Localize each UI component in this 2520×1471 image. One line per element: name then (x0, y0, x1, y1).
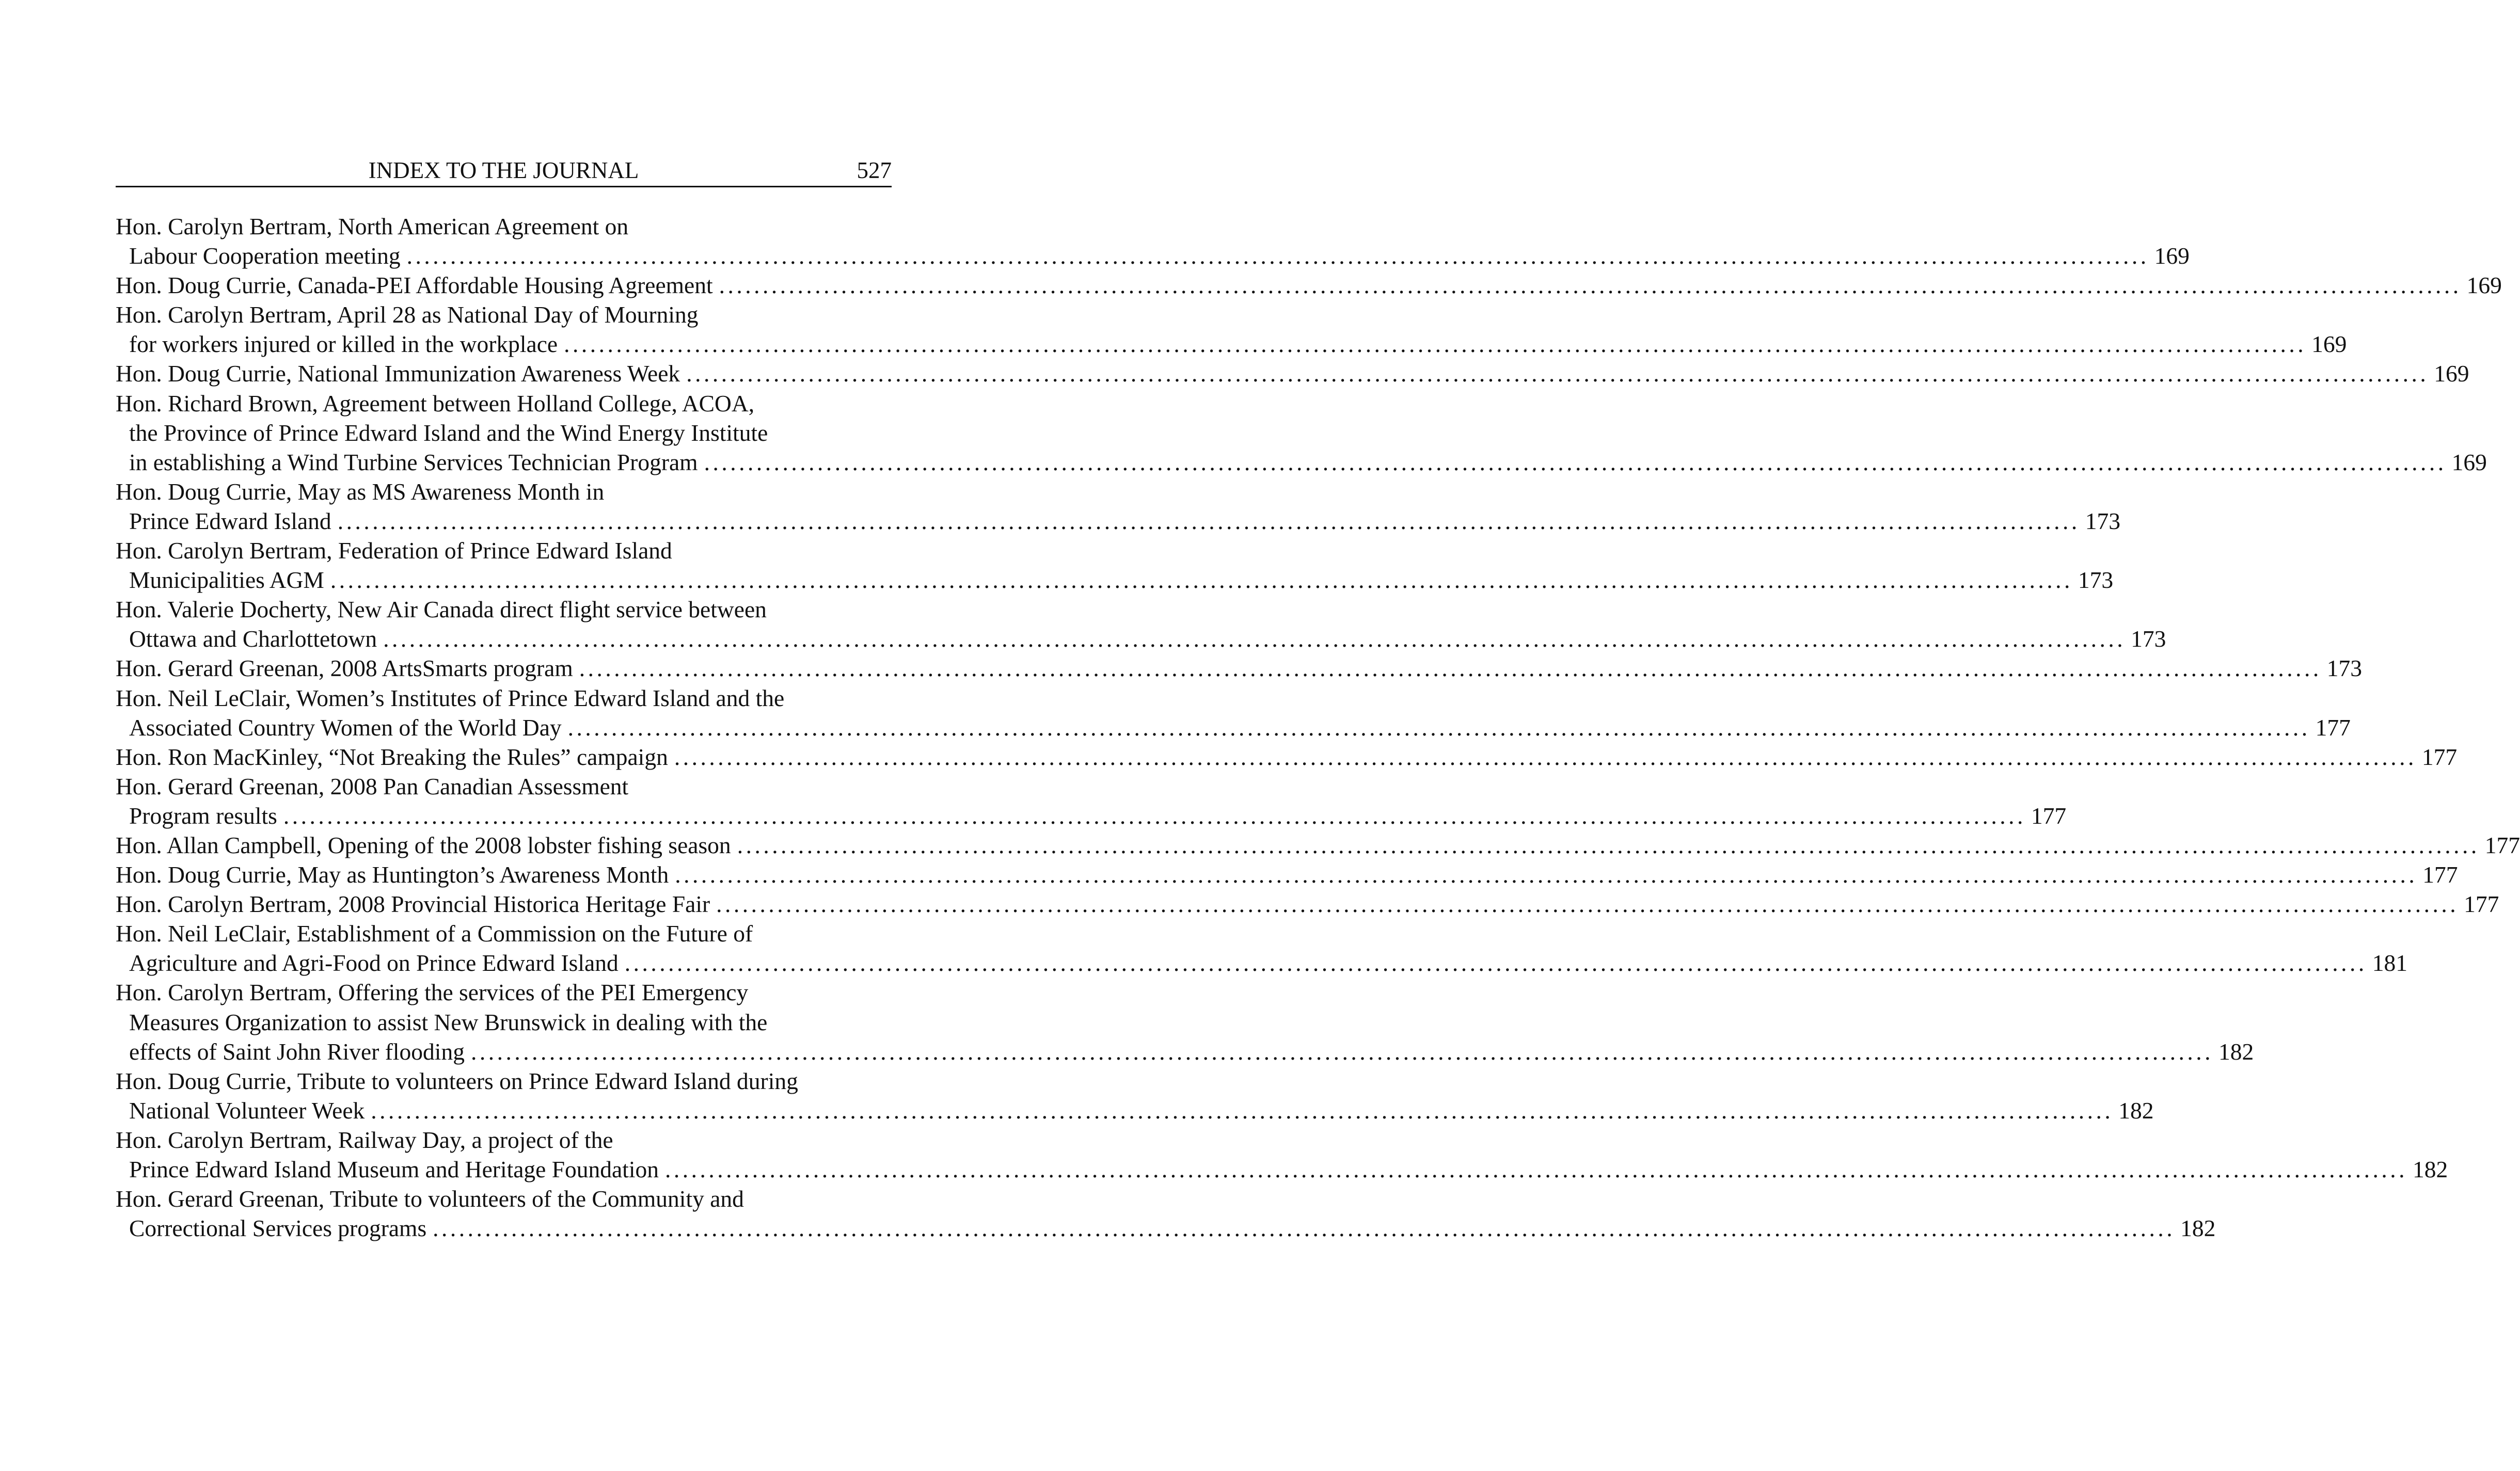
entry-line-with-page (116, 1037, 2254, 1066)
entry-text: Hon. Carolyn Bertram, Railway Day, a project of the (116, 1126, 613, 1153)
entry-text: Hon. Carolyn Bertram, April 28 as National Day of Mourning (116, 301, 699, 328)
dot-leader: ........................................................................................................................................................................................................ (674, 743, 2417, 770)
entry-page-number: 177 (2484, 832, 2520, 858)
index-entry (116, 359, 2469, 388)
entry-text: Associated Country Women of the World Day (129, 714, 562, 741)
dot-leader: ........................................................................................................................................................................................................ (371, 1097, 2114, 1124)
entry-line (116, 978, 892, 1007)
index-entry (116, 978, 2254, 1066)
entry-page-number: 173 (2131, 626, 2166, 652)
entry-text: effects of Saint John River flooding (129, 1038, 465, 1065)
entry-page-number: 169 (2154, 243, 2190, 269)
entry-text: Hon. Ron MacKinley, “Not Breaking the Rules” campaign (116, 743, 668, 770)
dot-leader: ........................................................................................................................................................................................................ (737, 832, 2480, 858)
entry-page-number: 177 (2422, 861, 2458, 888)
index-entry (116, 772, 2067, 830)
index-entry (116, 860, 2458, 889)
entry-line (116, 595, 892, 624)
dot-leader: ........................................................................................................................................................................................................ (564, 331, 2307, 358)
entry-text: Hon. Doug Currie, Tribute to volunteers on Prince Edward Island during (116, 1067, 798, 1094)
entry-text: for workers injured or killed in the workplace (129, 331, 558, 358)
entry-line (116, 772, 892, 801)
entry-line (116, 683, 892, 713)
entry-page-number: 182 (2180, 1215, 2216, 1242)
entry-text: the Province of Prince Edward Island and the Wind Energy Institute (129, 419, 768, 446)
dot-leader: ........................................................................................................................................................................................................ (567, 714, 2310, 741)
entry-page-number: 169 (2466, 272, 2502, 299)
index-entry (116, 653, 2363, 683)
index-entry (116, 389, 2487, 477)
entry-line (116, 919, 892, 948)
dot-leader: ........................................................................................................................................................................................................ (337, 507, 2080, 534)
entry-text: Prince Edward Island (129, 507, 331, 534)
entry-text: Prince Edward Island Museum and Heritage Foundation (129, 1156, 659, 1182)
entry-line (116, 1008, 892, 1037)
dot-leader: ........................................................................................................................................................................................................ (675, 861, 2418, 888)
entry-line (116, 418, 892, 447)
index-entry (116, 1125, 2448, 1184)
dot-leader: ........................................................................................................................................................................................................ (383, 626, 2126, 652)
entry-line-with-page (116, 830, 2520, 860)
entry-text: Hon. Valerie Docherty, New Air Canada direct flight service between (116, 596, 767, 623)
entry-page-number: 181 (2372, 950, 2407, 977)
entry-text: Hon. Allan Campbell, Opening of the 2008 lobster fishing season (116, 832, 731, 858)
entry-text: Hon. Gerard Greenan, 2008 ArtsSmarts program (116, 655, 573, 682)
entry-text: Correctional Services programs (129, 1215, 427, 1242)
header-title: INDEX TO THE JOURNAL (368, 157, 639, 183)
entry-text: Agriculture and Agri-Food on Prince Edward Island (129, 950, 619, 977)
entry-text: Hon. Carolyn Bertram, Offering the services of the PEI Emergency (116, 979, 749, 1006)
entry-text: in establishing a Wind Turbine Services Technician Program (129, 449, 698, 475)
entry-text: Hon. Carolyn Bertram, 2008 Provincial Historica Heritage Fair (116, 891, 710, 918)
entry-line-with-page (116, 889, 2499, 919)
header-page-number: 527 (857, 157, 892, 183)
index-entry (116, 1184, 2216, 1243)
entry-line-with-page (116, 713, 2351, 742)
entry-line-with-page (116, 1096, 2154, 1125)
entry-text: Hon. Neil LeClair, Women’s Institutes of Prince Edward Island and the (116, 684, 785, 711)
entry-page-number: 169 (2434, 360, 2469, 387)
entry-text: National Volunteer Week (129, 1097, 365, 1124)
entry-line-with-page (116, 329, 2347, 359)
entry-text: Measures Organization to assist New Brunswick in dealing with the (129, 1009, 768, 1035)
entry-line-with-page (116, 1213, 2216, 1243)
entry-text: Program results (129, 802, 277, 829)
dot-leader: ........................................................................................................................................................................................................ (719, 272, 2462, 299)
index-entry (116, 919, 2407, 978)
entry-line-with-page (116, 270, 2502, 300)
dot-leader: ........................................................................................................................................................................................................ (330, 567, 2073, 594)
entry-line-with-page (116, 624, 2166, 653)
index-entry (116, 300, 2347, 359)
entry-line (116, 536, 892, 565)
entry-text: Ottawa and Charlottetown (129, 626, 377, 652)
entry-page-number: 173 (2326, 655, 2363, 682)
entry-line-with-page (116, 565, 2114, 595)
entry-page-number: 173 (2078, 567, 2114, 594)
index-entry (116, 683, 2351, 742)
entry-line (116, 1125, 892, 1155)
entry-page-number: 182 (2218, 1038, 2254, 1065)
dot-leader: ........................................................................................................................................................................................................ (716, 891, 2459, 918)
entry-line-with-page (116, 801, 2067, 830)
entry-line-with-page (116, 742, 2458, 772)
index-entry (116, 270, 2502, 300)
index-entry (116, 742, 2458, 772)
entry-line-with-page (116, 359, 2469, 388)
entry-page-number: 169 (2311, 331, 2347, 358)
index-entry (116, 830, 2520, 860)
entry-line (116, 389, 892, 418)
index-entries (116, 212, 2520, 1243)
dot-leader: ........................................................................................................................................................................................................ (470, 1038, 2213, 1065)
dot-leader: ........................................................................................................................................................................................................ (406, 243, 2149, 269)
entry-text: Hon. Doug Currie, Canada-PEI Affordable Housing Agreement (116, 272, 713, 299)
entry-page-number: 169 (2451, 449, 2487, 475)
entry-text: Hon. Doug Currie, May as MS Awareness Month in (116, 478, 605, 505)
dot-leader: ........................................................................................................................................................................................................ (686, 360, 2429, 387)
entry-text: Municipalities AGM (129, 567, 324, 594)
entry-text: Hon. Neil LeClair, Establishment of a Commission on the Future of (116, 920, 753, 947)
entry-line (116, 1184, 892, 1213)
index-entry (116, 536, 2114, 595)
entry-line (116, 477, 892, 506)
dot-leader: ........................................................................................................................................................................................................ (433, 1215, 2176, 1242)
entry-page-number: 177 (2315, 714, 2351, 741)
entry-text: Hon. Richard Brown, Agreement between Holland College, ACOA, (116, 390, 755, 417)
entry-line (116, 300, 892, 329)
entry-line-with-page (116, 447, 2487, 477)
entry-text: Hon. Carolyn Bertram, North American Agreement on (116, 213, 629, 239)
index-entry (116, 212, 2190, 270)
dot-leader: ........................................................................................................................................................................................................ (665, 1156, 2408, 1182)
entry-line-with-page (116, 653, 2363, 683)
dot-leader: ........................................................................................................................................................................................................ (624, 950, 2367, 977)
entry-line (116, 212, 892, 241)
entry-line-with-page (116, 948, 2407, 978)
entry-page-number: 182 (2118, 1097, 2154, 1124)
dot-leader: ........................................................................................................................................................................................................ (579, 655, 2322, 682)
entry-line-with-page (116, 1155, 2448, 1184)
dot-leader: ........................................................................................................................................................................................................ (283, 802, 2026, 829)
entry-text: Hon. Gerard Greenan, Tribute to volunteers of the Community and (116, 1186, 744, 1212)
entry-line (116, 1066, 892, 1096)
entry-text: Hon. Doug Currie, National Immunization Awareness Week (116, 360, 680, 387)
entry-page-number: 177 (2464, 891, 2499, 918)
index-entry (116, 595, 2166, 653)
entry-line-with-page (116, 860, 2458, 889)
entry-page-number: 173 (2085, 507, 2120, 534)
entry-text: Hon. Carolyn Bertram, Federation of Prince Edward Island (116, 537, 672, 564)
running-header (116, 155, 892, 187)
entry-line-with-page (116, 506, 2120, 536)
index-entry (116, 1066, 2154, 1125)
entry-text: Hon. Gerard Greenan, 2008 Pan Canadian Assessment (116, 773, 629, 800)
entry-page-number: 177 (2421, 743, 2458, 770)
entry-page-number: 182 (2413, 1156, 2448, 1182)
index-entry (116, 477, 2120, 536)
entry-line-with-page (116, 241, 2190, 270)
entry-text: Labour Cooperation meeting (129, 243, 401, 269)
index-entry (116, 889, 2499, 919)
entry-text: Hon. Doug Currie, May as Huntington’s Awareness Month (116, 861, 669, 888)
dot-leader: ........................................................................................................................................................................................................ (704, 449, 2447, 475)
entry-page-number: 177 (2031, 802, 2067, 829)
